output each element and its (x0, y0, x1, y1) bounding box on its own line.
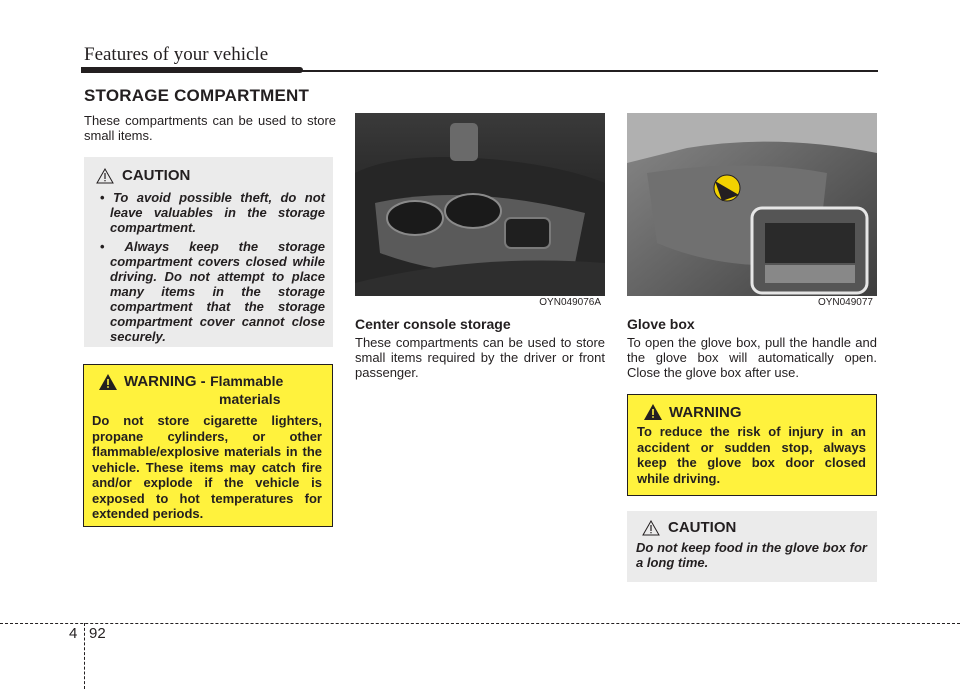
intro-text: These compartments can be used to store small items. (84, 113, 336, 143)
warning-box-glove-box (627, 394, 877, 496)
caution-text: Do not keep food in the glove box for a long time. (636, 540, 867, 570)
caution-heading-text: CAUTION (122, 167, 191, 184)
caution-box-glove-box (627, 511, 877, 582)
caution-heading-text: CAUTION (668, 519, 737, 536)
warning-triangle-icon (643, 403, 663, 421)
glove-box-text: To open the glove box, pull the handle and the glove box will automatically open. Close the glove box after use. (627, 335, 877, 380)
warning-triangle-icon (98, 373, 118, 391)
center-console-photo-caption: OYN049076A (539, 297, 601, 308)
chapter-number: 4 (69, 625, 78, 642)
warning-heading-text: WARNING - (124, 373, 206, 390)
caution-list (96, 190, 325, 344)
warning-heading-text: WARNING (669, 403, 742, 421)
caution-item: • Always keep the storage compartment covers closed while driving. Do not attempt to place many items in the storage compartment that the storage compartment cover cannot close securely. (96, 239, 325, 344)
warning-box-flammable (83, 364, 333, 527)
warning-subheading-line2: materials (219, 391, 281, 407)
center-console-illustration (355, 113, 605, 310)
header-rule-thin (300, 70, 878, 72)
caution-triangle-icon (96, 168, 114, 184)
center-console-photo (355, 113, 605, 310)
caution-item: • To avoid possible theft, do not leave valuables in the storage compartment. (96, 190, 325, 235)
center-console-title: Center console storage (355, 316, 511, 332)
warning-heading (98, 373, 322, 407)
section-title: STORAGE COMPARTMENT (84, 86, 310, 105)
header-title: Features of your vehicle (84, 44, 269, 65)
header-rule-thick (81, 67, 303, 73)
glove-box-photo (627, 113, 877, 310)
glove-box-illustration (627, 113, 877, 310)
footer-rule (0, 623, 960, 624)
warning-text: To reduce the risk of injury in an accident or sudden stop, always keep the glove box door closed while driving. (637, 424, 866, 486)
caution-heading (642, 519, 867, 536)
caution-heading (96, 167, 325, 184)
glove-box-photo-caption: OYN049077 (817, 297, 873, 308)
caution-box-storage (84, 157, 333, 347)
page-number: 92 (89, 625, 106, 642)
warning-text: Do not store cigarette lighters, propane cylinders, or other flammable/explosive materials in the vehicle. These items may catch fire and/or explode if the vehicle is exposed to hot temperatures for extended periods. (92, 413, 322, 521)
footer-divider (84, 623, 85, 689)
warning-subheading-line1: Flammable (210, 373, 284, 389)
center-console-text: These compartments can be used to store small items required by the driver or front passenger. (355, 335, 605, 380)
warning-heading (643, 403, 866, 421)
caution-triangle-icon (642, 520, 660, 536)
glove-box-title: Glove box (627, 316, 695, 332)
